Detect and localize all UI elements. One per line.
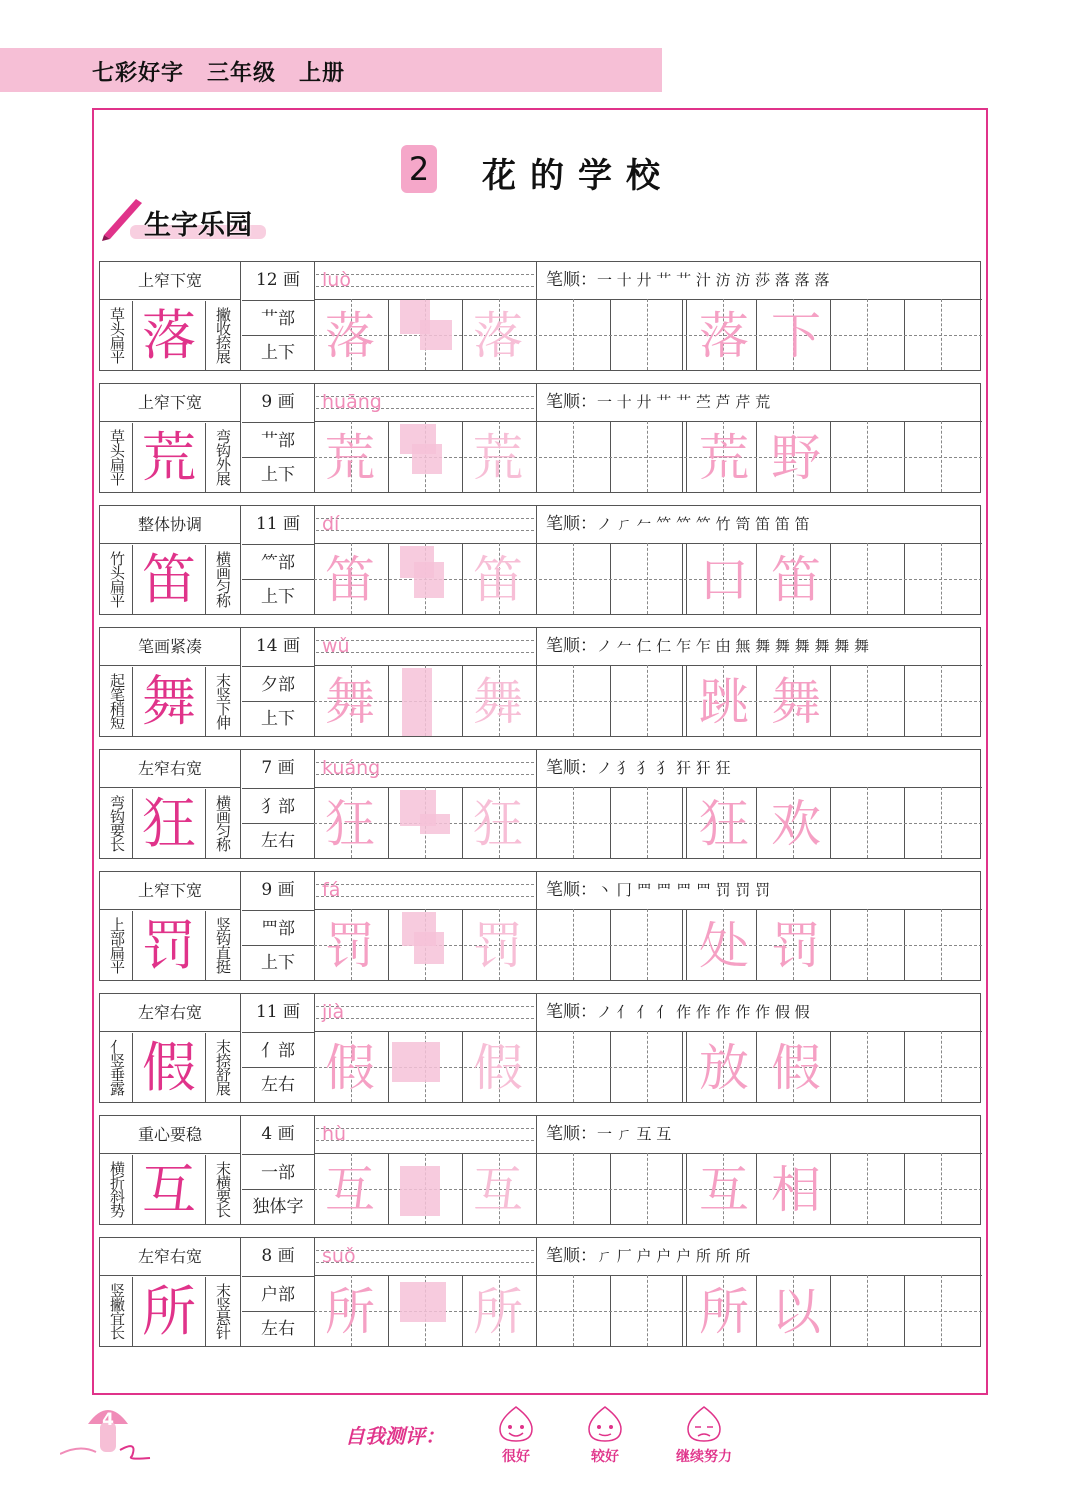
stroke-order-label: 笔顺：: [546, 1002, 597, 1022]
structure-tip: 左窄右宽: [137, 1003, 202, 1022]
happy-face-icon[interactable]: [496, 1405, 536, 1443]
grid-line: [240, 994, 241, 1102]
radical: 艹部: [242, 422, 314, 458]
stroke-order: [544, 994, 982, 1031]
model-char: 舞: [142, 670, 196, 733]
word-char: 口: [699, 551, 749, 609]
character-block: [99, 993, 981, 1103]
character-block: [99, 383, 981, 493]
trace-char: 所: [325, 1283, 375, 1341]
character-block: [99, 749, 981, 859]
structure-tip: 上窄下宽: [137, 271, 202, 290]
left-tip: 起笔稍短: [108, 673, 126, 729]
radical: 一部: [242, 1154, 314, 1190]
stroke-order-sequence: 一 十 廾 艹 艹 汁 汸 汸 莎 落 落 落: [597, 271, 830, 289]
cell-guide: [314, 335, 982, 336]
left-tip: 草头扁平: [108, 307, 126, 363]
char-layout: 上下: [261, 343, 295, 363]
stroke-order-sequence: 一 十 廾 艹 艹 苎 芦 芹 荒: [597, 393, 771, 411]
book-title: 七彩好字 三年级 上册: [92, 61, 346, 86]
stroke-order-sequence: ノ 犭 犭 犭 犴 犴 狂: [597, 759, 731, 777]
structure-tip: 上窄下宽: [137, 881, 202, 900]
model-char-box: [132, 667, 206, 737]
model-char-box: [132, 1277, 206, 1347]
stroke-count: 8 画: [261, 1246, 295, 1266]
rating-keep-trying: 继续努力: [676, 1449, 732, 1465]
stroke-order-label: 笔顺：: [546, 880, 597, 900]
stroke-count: 11 画: [255, 1002, 301, 1022]
grid-line: [240, 262, 241, 370]
self-evaluation-label: 自我测评：: [345, 1424, 445, 1448]
model-char-box: [132, 789, 206, 859]
model-char-box: [132, 911, 206, 981]
radical: 艹部: [242, 300, 314, 336]
component-shape: [392, 1042, 440, 1082]
trace-char: 笛: [473, 551, 523, 609]
model-char: 罚: [142, 914, 196, 977]
section-title: 生字乐园: [144, 210, 252, 241]
pinyin: suǒ: [322, 1245, 356, 1267]
trace-char: 荒: [473, 429, 523, 487]
component-shape: [400, 1282, 446, 1322]
grid-line: [314, 1153, 982, 1154]
char-layout: 上下: [261, 953, 295, 973]
grid-line: [240, 506, 241, 614]
structure-tip: 整体协调: [137, 515, 202, 534]
grid-line: [314, 787, 982, 788]
trace-char: 所: [473, 1283, 523, 1341]
structure-tip: 笔画紧凑: [137, 637, 202, 656]
left-tip: 弯钩要长: [108, 795, 126, 851]
grid-line: [314, 421, 982, 422]
model-char: 笛: [142, 548, 196, 611]
pinyin: dí: [322, 513, 340, 535]
grid-line: [240, 628, 241, 736]
word-char: 放: [699, 1039, 749, 1097]
trace-char: 狂: [325, 795, 375, 853]
trace-char: 假: [473, 1039, 523, 1097]
stroke-count: 12 画: [255, 270, 301, 290]
grid-line: [240, 1116, 241, 1224]
stroke-order: [544, 1116, 982, 1153]
pinyin: huāng: [322, 391, 382, 413]
stroke-order-sequence: 一 ㄏ 互 互: [597, 1125, 672, 1143]
smile-face-icon[interactable]: [585, 1405, 625, 1443]
structure-tip: 左窄右宽: [137, 759, 202, 778]
stroke-order-label: 笔顺：: [546, 758, 597, 778]
word-char: 野: [771, 429, 821, 487]
model-char-box: [132, 301, 206, 371]
grid-line: [240, 872, 241, 980]
pinyin: luò: [322, 269, 351, 291]
component-shape: [412, 444, 442, 474]
left-tip: 草头扁平: [108, 429, 126, 485]
model-char: 狂: [142, 792, 196, 855]
left-tip: 竹头扁平: [108, 551, 126, 607]
component-shape: [414, 562, 444, 598]
structure-tip: 左窄右宽: [137, 1247, 202, 1266]
char-layout: 独体字: [252, 1197, 304, 1217]
pinyin: fá: [322, 879, 341, 901]
stroke-count: 14 画: [255, 636, 301, 656]
word-char: 欢: [771, 795, 821, 853]
model-char: 所: [142, 1280, 196, 1343]
radical: 犭部: [242, 788, 314, 824]
stroke-count: 11 画: [255, 514, 301, 534]
char-layout: 左右: [261, 831, 295, 851]
trace-char: 罚: [325, 917, 375, 975]
stroke-order-label: 笔顺：: [546, 392, 597, 412]
word-char: 所: [699, 1283, 749, 1341]
trace-char: 互: [325, 1161, 375, 1219]
left-tip: 亻竖垂露: [108, 1039, 126, 1095]
lesson-number: 2: [401, 145, 437, 193]
pinyin: jià: [322, 1001, 345, 1023]
trace-char: 互: [473, 1161, 523, 1219]
page-badge: [60, 1400, 160, 1470]
stroke-order-label: 笔顺：: [546, 270, 597, 290]
stroke-order-sequence: 丶 冂 罒 罒 罒 罒 罚 罚 罚: [597, 881, 771, 899]
char-layout: 上下: [261, 465, 295, 485]
word-char: 跳: [699, 673, 749, 731]
char-layout: 左右: [261, 1319, 295, 1339]
word-char: 笛: [771, 551, 821, 609]
stroke-order-label: 笔顺：: [546, 636, 597, 656]
model-char-box: [132, 545, 206, 615]
trace-char: 落: [473, 307, 523, 365]
rating-very-good: 很好: [502, 1449, 530, 1465]
model-char: 假: [142, 1036, 196, 1099]
character-block: [99, 1237, 981, 1347]
trace-char: 罚: [473, 917, 523, 975]
right-tip: 竖钩直挺: [214, 917, 232, 973]
stroke-count: 9 画: [261, 392, 295, 412]
trace-char: 假: [325, 1039, 375, 1097]
grid-line: [314, 543, 982, 544]
grid-line: [240, 384, 241, 492]
stroke-order-label: 笔顺：: [546, 514, 597, 534]
radical: 户部: [242, 1276, 314, 1312]
right-tip: 横画匀称: [214, 551, 232, 607]
word-char: 落: [699, 307, 749, 365]
right-tip: 横画匀称: [214, 795, 232, 851]
trace-char: 舞: [473, 673, 523, 731]
component-shape: [420, 814, 450, 834]
word-char: 相: [771, 1161, 821, 1219]
stroke-order: [544, 750, 982, 787]
char-layout: 上下: [261, 709, 295, 729]
trace-char: 笛: [325, 551, 375, 609]
char-layout: 左右: [261, 1075, 295, 1095]
grid-line: [314, 1031, 982, 1032]
stroke-order-sequence: ノ 𠂉 仁 仁 乍 乍 甶 無 舞 舞 舞 舞 舞 舞: [597, 637, 869, 655]
right-tip: 撇收捺展: [214, 307, 232, 363]
pinyin: kuáng: [322, 757, 381, 779]
word-char: 荒: [699, 429, 749, 487]
structure-tip: 上窄下宽: [137, 393, 202, 412]
stroke-order: [544, 506, 982, 543]
trace-char: 荒: [325, 429, 375, 487]
character-block: [99, 261, 981, 371]
pinyin: wǔ: [322, 635, 350, 657]
model-char-box: [132, 1155, 206, 1225]
left-tip: 上部扁平: [108, 917, 126, 973]
word-char: 下: [771, 307, 821, 365]
sad-face-icon[interactable]: [684, 1405, 724, 1443]
grid-line: [314, 665, 982, 666]
stroke-order: [544, 1238, 982, 1275]
pinyin: hù: [322, 1123, 347, 1145]
right-tip: 末竖悬针: [214, 1283, 232, 1339]
stroke-order: [544, 628, 982, 665]
trace-char: 狂: [473, 795, 523, 853]
lesson-title: 花的学校: [482, 156, 674, 196]
rating-good: 较好: [591, 1449, 619, 1465]
word-char: 狂: [699, 795, 749, 853]
character-block: [99, 505, 981, 615]
trace-char: 落: [325, 307, 375, 365]
character-block: [99, 1115, 981, 1225]
right-tip: 弯钩外展: [214, 429, 232, 485]
model-char: 落: [142, 304, 196, 367]
word-char: 舞: [771, 673, 821, 731]
radical: 夕部: [242, 666, 314, 702]
stroke-order-label: 笔顺：: [546, 1124, 597, 1144]
word-char: 处: [699, 917, 749, 975]
right-tip: 末竖下伸: [214, 673, 232, 729]
model-char-box: [132, 423, 206, 493]
grid-line: [240, 1238, 241, 1346]
radical: 亻部: [242, 1032, 314, 1068]
section-heading: [100, 195, 270, 241]
stroke-order-label: 笔顺：: [546, 1246, 597, 1266]
model-char: 荒: [142, 426, 196, 489]
stroke-order: [544, 872, 982, 909]
radical: ⺮部: [242, 544, 314, 580]
word-char: 互: [699, 1161, 749, 1219]
component-shape: [400, 1166, 440, 1216]
stroke-order: [544, 384, 982, 421]
right-tip: 末横要长: [214, 1161, 232, 1217]
component-shape: [414, 932, 444, 964]
grid-line: [240, 750, 241, 858]
stroke-order: [544, 262, 982, 299]
structure-tip: 重心要稳: [137, 1125, 202, 1144]
component-shape: [402, 668, 432, 736]
character-block: [99, 627, 981, 737]
stroke-order-sequence: ノ 亻 亻 亻 作 作 作 作 作 假 假: [597, 1003, 810, 1021]
character-block: [99, 871, 981, 981]
component-shape: [420, 320, 452, 350]
char-layout: 上下: [261, 587, 295, 607]
model-char-box: [132, 1033, 206, 1103]
right-tip: 末捺舒展: [214, 1039, 232, 1095]
radical: 罒部: [242, 910, 314, 946]
stroke-count: 9 画: [261, 880, 295, 900]
grid-line: [314, 909, 982, 910]
word-char: 罚: [771, 917, 821, 975]
page-number: 4: [102, 1410, 114, 1430]
stroke-order-sequence: ㄏ 厂 户 户 户 所 所 所: [597, 1247, 751, 1265]
left-tip: 横折斜势: [108, 1161, 126, 1217]
model-char: 互: [142, 1158, 196, 1221]
stroke-count: 4 画: [261, 1124, 295, 1144]
word-char: 假: [771, 1039, 821, 1097]
stroke-order-sequence: ノ ㄏ 𠂉 𥫗 𥫗 𥫗 竹 笥 笛 笛 笛: [597, 515, 810, 533]
grid-line: [314, 1275, 982, 1276]
word-char: 以: [771, 1283, 821, 1341]
stroke-count: 7 画: [261, 758, 295, 778]
trace-char: 舞: [325, 673, 375, 731]
left-tip: 竖撇宜长: [108, 1283, 126, 1339]
